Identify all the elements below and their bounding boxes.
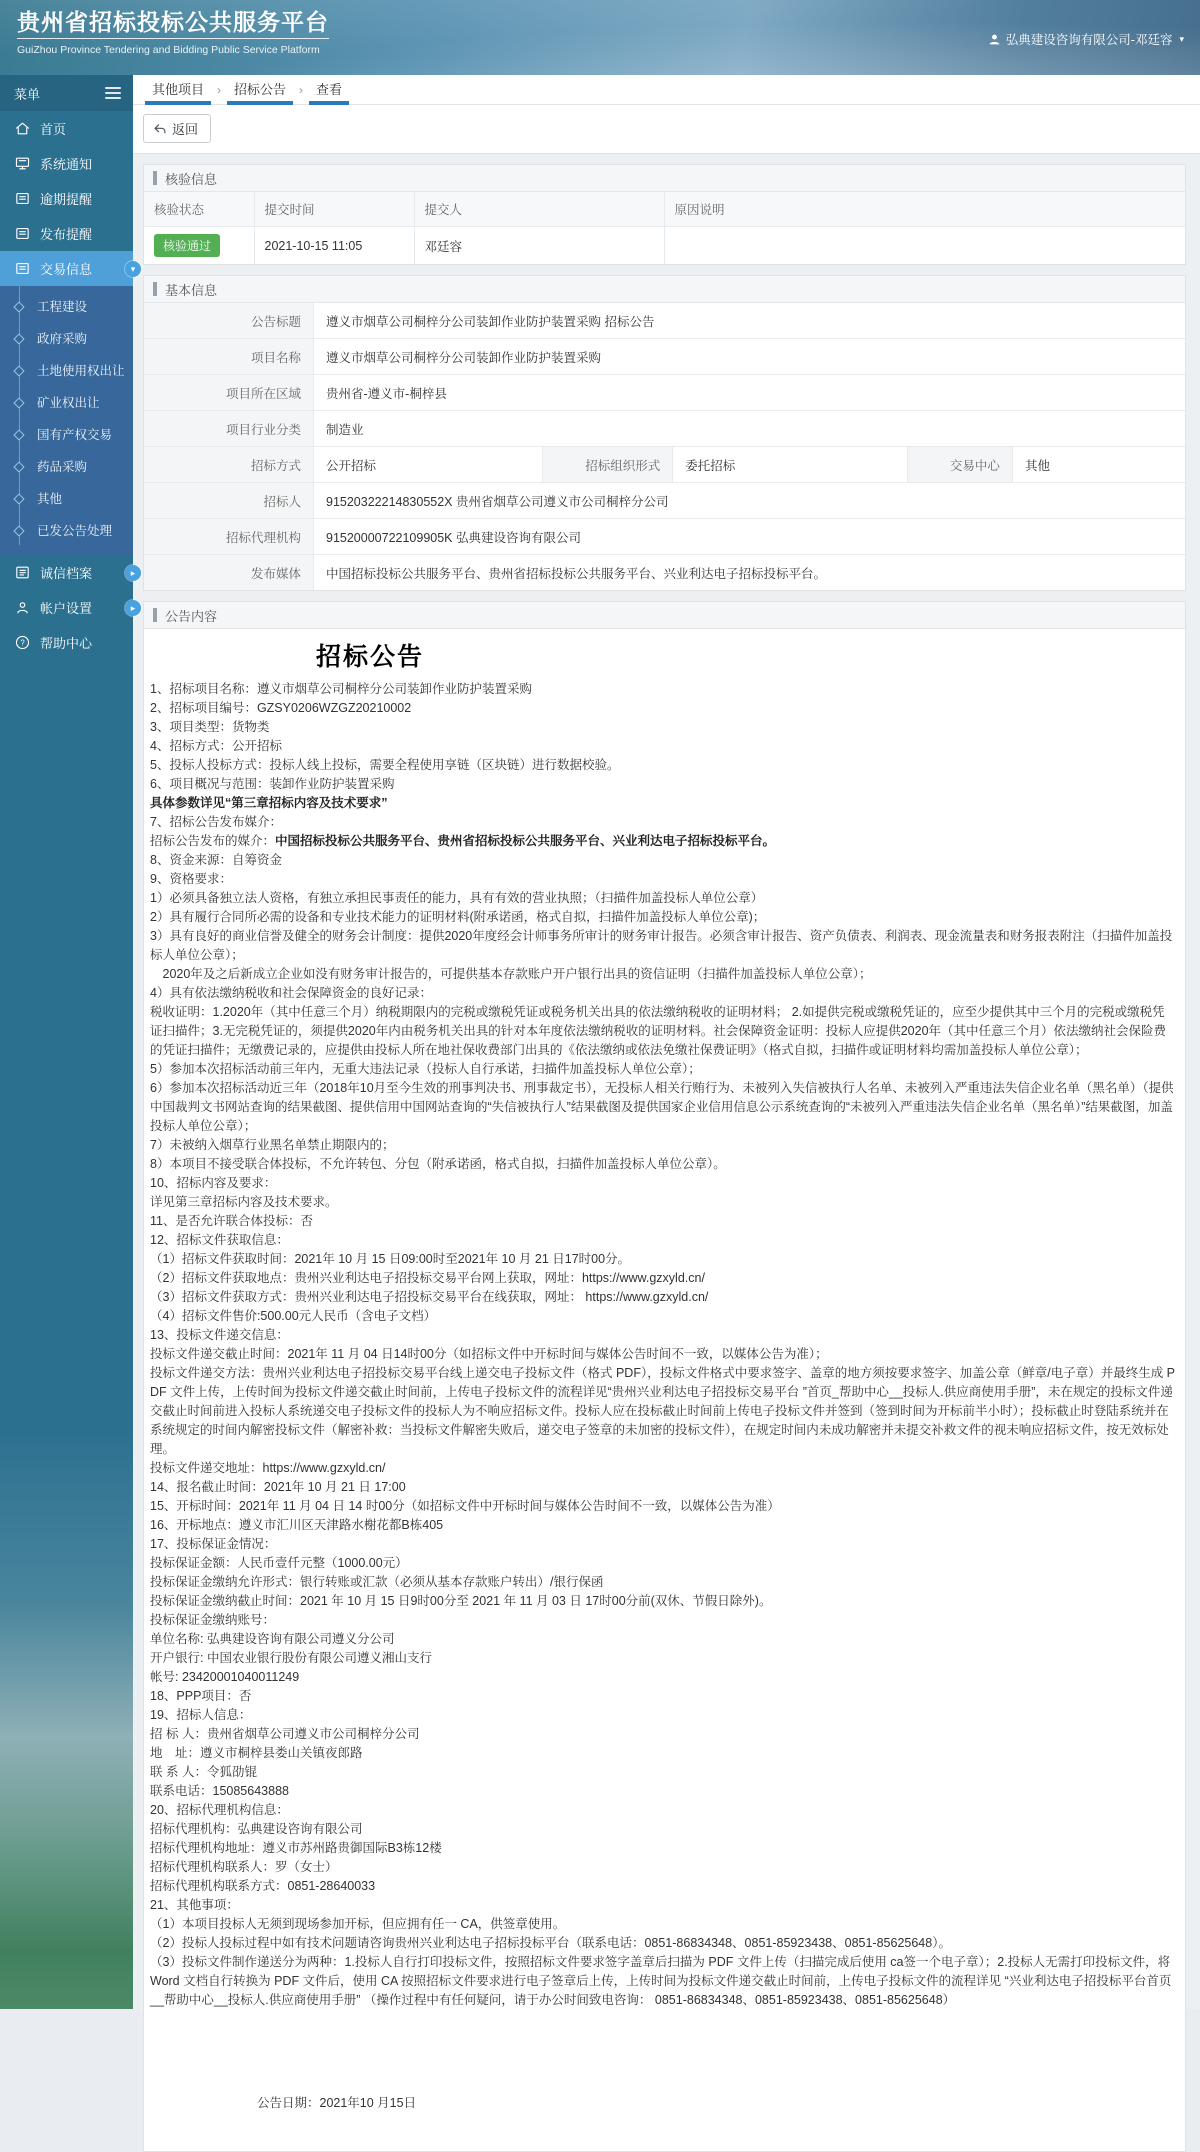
sidebar-subitem[interactable]: 已发公告处理 — [0, 515, 133, 547]
sidebar-subitem[interactable]: 国有产权交易 — [0, 419, 133, 451]
announcement-line: 招标代理机构：弘典建设咨询有限公司 — [150, 1822, 363, 1836]
column-header: 提交人 — [414, 192, 664, 227]
basic-info-row — [144, 447, 1185, 483]
sidebar — [0, 75, 136, 2009]
table-row — [144, 227, 1185, 265]
folder-icon — [14, 190, 31, 207]
announcement-line: 17、投标保证金情况： — [150, 1537, 277, 1551]
announcement-line: 6）参加本次招标活动近三年（2018年10月至今生效的刑事判决书、刑事裁定书），无投标人相关行贿行为、未被列入失信被执行人名单、未被列入严重违法失信企业名单（黑名单）（提供中国裁判文书网站查询的结果截图、提供信用中国网站查询的“失信被执行人”结果截图及提供国家企业信用信息公示系统查询的“未被列入严重违法失信企业名单（黑名单）”结果截图，加盖投标人单位公章）； — [150, 1081, 1174, 1133]
hamburger-icon[interactable] — [105, 84, 121, 102]
basic-info-pair — [542, 447, 907, 482]
basic-info-pair — [144, 447, 542, 482]
announcement-line: 投标文件递交截止时间：2021年 11 月 04 日14时00分（如招标文件中开标时间与媒体公告时间不一致，以媒体公告为准）； — [150, 1347, 828, 1361]
announcement-line: 10、招标内容及要求： — [150, 1176, 277, 1190]
sidebar-item-label: 帮助中心 — [40, 636, 93, 651]
column-header: 提交时间 — [254, 192, 414, 227]
chevron-down-icon[interactable]: ▾ — [125, 261, 141, 277]
field-label: 公告标题 — [144, 303, 314, 338]
announcement-line: （2）招标文件获取地点：贵州兴业利达电子招投标交易平台网上获取，网址：https://www.gzxyld.cn/ — [150, 1271, 705, 1285]
field-value: 遵义市烟草公司桐梓分公司装卸作业防护装置采购 招标公告 — [326, 315, 655, 329]
announcement-line: 4）具有依法缴纳税收和社会保障资金的良好记录： — [150, 986, 432, 1000]
user-icon — [14, 599, 31, 616]
sidebar-item-label: 逾期提醒 — [40, 192, 93, 207]
main-content — [133, 75, 1200, 2110]
basic-info-row — [144, 555, 1185, 590]
announcement-line: 6、项目概况与范围：装卸作业防护装置采购 — [150, 777, 395, 791]
field-value: 公开招标 — [326, 459, 377, 473]
announcement-line: 税收证明：1.2020年（其中任意三个月）纳税期限内的完税或缴税凭证或税务机关出具的依法缴纳税收的证明材料； 2.如提供完税或缴税凭证的，应至少提供其中三个月的完税或缴税凭证扫描件；3.无完税凭证的，须提供2020年内由税务机关出具的针对本年度依法缴纳税收的证明材料。社会保障资金证明：投标人应提供2020年（其中任意三个月）依法缴纳社会保险费的凭证扫描件；无缴费记录的，应提供由投标人所在地社保收费部门出具的《依法缴纳或依法免缴社保费证明》（格式自拟，扫描件或证明材料均需加盖投标人单位公章）； — [150, 1005, 1167, 1057]
field-value: 制造业 — [326, 423, 364, 437]
field-label: 发布媒体 — [144, 555, 314, 590]
sidebar-subitem[interactable]: 其他 — [0, 483, 133, 515]
sidebar-subitem[interactable]: 政府采购 — [0, 323, 133, 355]
sidebar-item-account-settings[interactable] — [0, 590, 136, 625]
announcement-line: 帐号: 23420001040011249 — [150, 1670, 300, 1684]
sidebar-item-label: 首页 — [40, 122, 67, 137]
sidebar-subitem[interactable]: 土地使用权出让 — [0, 355, 133, 387]
breadcrumb-item[interactable]: 查看 — [312, 75, 346, 105]
announcement-line: 15、开标时间：2021年 11 月 04 日 14 时00分（如招标文件中开标时间与媒体公告时间不一致，以媒体公告为准） — [150, 1499, 780, 1513]
basic-info-row — [144, 519, 1185, 555]
announcement-panel-header — [144, 602, 1185, 629]
announcement-line: 联系电话：15085643888 — [150, 1784, 289, 1798]
announcement-line: 13、投标文件递交信息： — [150, 1328, 289, 1342]
menu-label: 菜单 — [14, 86, 41, 102]
sidebar-item-label: 诚信档案 — [40, 566, 93, 581]
toolbar — [133, 105, 1200, 153]
section-title: 核验信息 — [165, 171, 218, 187]
announcement-line: （3）投标文件制作递送分为两种：1.投标人自行打印投标文件，按照招标文件要求签字盖章后扫描为 PDF 文件上传（扫描完成后使用 ca签一个电子章）；2.投标人无需打印投标文件，将 Word 文档自行转换为 PDF 文件后，使用 CA 按照招标文件要求进行电子签章后上传，上传时间为投标文件递交截止时间前，上传电子投标文件的流程详见 “兴业利达电子招投标平台首页__帮助中心__投标人.供应商使用手册” （操作过程中有任何疑问，请于办公时间致电咨询： 0851-86834348、0851-85923438、0851-85625648） — [150, 1955, 1172, 2007]
announcement-line: （1）招标文件获取时间：2021年 10 月 15 日09:00时至2021年 10 月 21 日17时00分。 — [150, 1252, 631, 1266]
chevron-right-icon[interactable]: ▸ — [125, 600, 141, 616]
basic-info-pair — [144, 339, 1185, 374]
sidebar-item-credit-archive[interactable] — [0, 555, 136, 590]
back-arrow-icon — [153, 122, 167, 136]
page-title: 贵州省招标投标公共服务平台 — [17, 9, 1200, 39]
sidebar-item-trade-info[interactable] — [0, 251, 136, 286]
announcement-line: 2020年及之后新成立企业如没有财务审计报告的，可提供基本存款账户开户银行出具的资信证明（扫描件加盖投标人单位公章）； — [150, 967, 872, 981]
basic-info-pair — [907, 447, 1185, 482]
chevron-down-icon: ▾ — [1179, 33, 1184, 44]
announcement-line: （2）投标人投标过程中如有技术问题请咨询贵州兴业利达电子招标投标平台（联系电话：0851-86834348、0851-85923438、0851-85625648）。 — [150, 1936, 951, 1950]
announcement-line: 8、资金来源：自筹资金 — [150, 853, 282, 867]
announcement-line: （4）招标文件售价:500.00元人民币（含电子文档） — [150, 1309, 437, 1323]
basic-info-table — [144, 303, 1185, 590]
verification-panel-header — [144, 165, 1185, 192]
sidebar-subitem[interactable]: 工程建设 — [0, 291, 133, 323]
field-value: 91520000722109905K 弘典建设咨询有限公司 — [326, 531, 581, 545]
sidebar-item-help-center[interactable] — [0, 625, 133, 660]
field-value: 其他 — [1024, 459, 1050, 473]
announcement-panel — [143, 601, 1186, 2152]
announcement-line: 11、是否允许联合体投标：否 — [150, 1214, 313, 1228]
announcement-line: 投标保证金额：人民币壹仟元整（1000.00元） — [150, 1556, 408, 1570]
breadcrumb-separator: › — [299, 82, 304, 97]
basic-info-pair — [144, 483, 1185, 518]
announcement-line: 3）具有良好的商业信誉及健全的财务会计制度：提供2020年度经会计师事务所审计的财务审计报告。必须含审计报告、资产负债表、利润表、现金流量表和财务报表附注（扫描件加盖投标人单位公章）； — [150, 929, 1173, 962]
announcement-line: 招标代理机构地址：遵义市苏州路贵御国际B3栋12楼 — [150, 1841, 442, 1855]
sidebar-item-system-notice[interactable] — [0, 146, 133, 181]
announcement-line: 详见第三章招标内容及技术要求。 — [150, 1195, 338, 1209]
section-title: 公告内容 — [165, 608, 218, 624]
announcement-line: 地 址：遵义市桐梓县娄山关镇夜郎路 — [150, 1746, 363, 1760]
field-value: 委托招标 — [685, 459, 736, 473]
app-header — [0, 0, 1200, 75]
basic-info-pair — [144, 519, 1185, 554]
verification-panel — [143, 164, 1186, 265]
announcement-line: 5、投标人投标方式：投标人线上投标，需要全程使用享链（区块链）进行数据校验。 — [150, 758, 620, 772]
basic-info-pair — [144, 303, 1185, 338]
field-label: 招标方式 — [144, 447, 314, 482]
announcement-line: （3）招标文件获取方式：贵州兴业利达电子招投标交易平台在线获取，网址： https://www.gzxyld.cn/ — [150, 1290, 709, 1304]
section-bar — [153, 608, 157, 622]
announcement-line: 招标代理机构联系人：罗（女士） — [150, 1860, 338, 1874]
sidebar-item-overdue-reminder[interactable] — [0, 181, 133, 216]
announcement-line: 20、招标代理机构信息： — [150, 1803, 289, 1817]
announcement-line: 16、开标地点：遵义市汇川区天津路水榭花都B栋405 — [150, 1518, 444, 1532]
field-value: 贵州省-遵义市-桐梓县 — [326, 387, 447, 401]
basic-info-row — [144, 411, 1185, 447]
field-label: 招标代理机构 — [144, 519, 314, 554]
help-icon — [14, 634, 31, 651]
announcement-line: 开户银行: 中国农业银行股份有限公司遵义湘山支行 — [150, 1651, 432, 1665]
folder-icon — [14, 260, 31, 277]
section-bar — [153, 282, 157, 296]
submitter: 邓廷容 — [414, 227, 664, 265]
verification-status-badge: 核验通过 — [154, 234, 220, 257]
basic-info-row — [144, 339, 1185, 375]
sidebar-item-home[interactable] — [0, 111, 133, 146]
user-name: 弘典建设咨询有限公司-邓廷容 — [1005, 33, 1173, 47]
user-avatar-icon — [988, 33, 1001, 46]
sidebar-menu — [0, 111, 136, 660]
announcement-line: 14、报名截止时间：2021年 10 月 21 日 17:00 — [150, 1480, 406, 1494]
basic-info-panel-header — [144, 276, 1185, 303]
field-label: 交易中心 — [908, 447, 1013, 482]
list-icon — [14, 564, 31, 581]
section-bar — [153, 171, 157, 185]
announcement-line: 12、招标文件获取信息： — [150, 1233, 289, 1247]
announcement-title: 招标公告 — [316, 643, 425, 671]
field-label: 招标人 — [144, 483, 314, 518]
basic-info-row — [144, 375, 1185, 411]
sidebar-item-label: 帐户设置 — [40, 601, 93, 616]
announcement-line: 7）未被纳入烟草行业黑名单禁止期限内的； — [150, 1138, 395, 1152]
announcement-line: 招 标 人：贵州省烟草公司遵义市公司桐梓分公司 — [150, 1727, 420, 1741]
announcement-line: 19、招标人信息： — [150, 1708, 252, 1722]
announcement-line: 投标保证金缴纳账号： — [150, 1613, 276, 1627]
basic-info-pair — [144, 375, 1185, 410]
section-title: 基本信息 — [165, 282, 218, 298]
sidebar-submenu-trade-info — [0, 286, 133, 555]
announcement-body — [144, 629, 1185, 2151]
verification-table — [144, 192, 1185, 264]
announcement-line: 2、招标项目编号：GZSY0206WZGZ20210002 — [150, 701, 412, 715]
monitor-icon — [14, 155, 31, 172]
announcement-line: 1）必须具备独立法人资格，有独立承担民事责任的能力，具有有效的营业执照；（扫描件加盖投标人单位公章） — [150, 891, 764, 905]
column-header: 原因说明 — [664, 192, 1185, 227]
field-label: 项目行业分类 — [144, 411, 314, 446]
reason — [664, 227, 1185, 265]
announcement-date: 公告日期：2021年10 月15日 — [257, 2096, 417, 2110]
announcement-line: 3、项目类型：货物类 — [150, 720, 270, 734]
announcement-line: 7、招标公告发布媒介： — [150, 815, 282, 829]
announcement-line: 8）本项目不接受联合体投标，不允许转包、分包（附承诺函，格式自拟，扫描件加盖投标人单位公章）。 — [150, 1157, 726, 1171]
field-value: 遵义市烟草公司桐梓分公司装卸作业防护装置采购 — [326, 351, 602, 365]
announcement-line: 单位名称: 弘典建设咨询有限公司遵义分公司 — [150, 1632, 395, 1646]
breadcrumb-item[interactable]: 其他项目 — [148, 75, 208, 105]
breadcrumb — [133, 75, 1200, 105]
announcement-line: 5）参加本次招标活动前三年内，无重大违法记录（投标人自行承诺，扫描件加盖投标人单位公章）； — [150, 1062, 701, 1076]
folder-icon — [14, 225, 31, 242]
announcement-line: 联 系 人：令狐劭锟 — [150, 1765, 257, 1779]
basic-info-row — [144, 303, 1185, 339]
field-label: 招标组织形式 — [543, 447, 673, 482]
field-value: 中国招标投标公共服务平台、贵州省招标投标公共服务平台、兴业利达电子招标投标平台。 — [326, 567, 827, 581]
chevron-right-icon[interactable]: ▸ — [125, 565, 141, 581]
page-subtitle: GuiZhou Province Tendering and Bidding Public Service Platform — [17, 44, 320, 56]
field-value: 91520322214830552X 贵州省烟草公司遵义市公司桐梓分公司 — [326, 495, 669, 509]
field-label: 项目名称 — [144, 339, 314, 374]
home-icon — [14, 120, 31, 137]
basic-info-row — [144, 483, 1185, 519]
breadcrumb-separator: › — [217, 82, 222, 97]
basic-info-pair — [144, 411, 1185, 446]
announcement-line: 9、资格要求： — [150, 872, 232, 886]
announcement-line: 投标文件递交方法：贵州兴业利达电子招投标交易平台线上递交电子投标文件（格式 PDF），投标文件格式中要求签字、盖章的地方须按要求签字、加盖公章（鲜章/电子章）并最终生成 PDF 文件上传，上传时间为投标文件递交截止时间前，上传电子投标文件的流程详见“贵州兴业利达电子招投标交易平台 ”首页_帮助中心__投标人.供应商使用手册”，未在规定的投标文件递交截止时间前进入投标人系统递交电子投标文件的投标人为不响应招标文件。投标人应在投标截止时间前上传电子投标文件并签到（签到时间为开标前半小时）；投标截止时登陆系统并在系统规定的时间内解密投标文件（解密补救：当投标文件解密失败后，递交电子签章的未加密的投标文件），在规定时间内未成功解密并未提交补救文件的视未响应招标文件，按无效标处理。 — [150, 1366, 1176, 1456]
announcement-line: 具体参数详见“第三章招标内容及技术要求” — [150, 796, 388, 810]
field-label: 项目所在区域 — [144, 375, 314, 410]
announcement-line: 招标代理机构联系方式：0851-28640033 — [150, 1879, 376, 1893]
sidebar-item-label: 系统通知 — [40, 157, 93, 172]
sidebar-subitem[interactable]: 药品采购 — [0, 451, 133, 483]
svg-text:?: ? — [20, 638, 25, 648]
sidebar-subitem[interactable]: 矿业权出让 — [0, 387, 133, 419]
content-area — [133, 154, 1200, 2152]
column-header: 核验状态 — [144, 192, 254, 227]
sidebar-item-publish-reminder[interactable] — [0, 216, 133, 251]
back-button[interactable]: 返回 — [143, 114, 211, 143]
top-bar — [133, 75, 1200, 154]
basic-info-panel — [143, 275, 1186, 591]
announcement-line: 招标公告发布的媒介：中国招标投标公共服务平台、贵州省招标投标公共服务平台、兴业利达电子招标投标平台。 — [150, 834, 776, 848]
announcement-line: 4、招标方式：公开招标 — [150, 739, 282, 753]
submit-time: 2021-10-15 11:05 — [254, 227, 414, 265]
announcement-line: 投标保证金缴纳允许形式：银行转账或汇款（必须从基本存款账户转出）/银行保函 — [150, 1575, 604, 1589]
breadcrumb-item[interactable]: 招标公告 — [230, 75, 290, 105]
announcement-line: 18、PPP项目：否 — [150, 1689, 252, 1703]
announcement-line: 投标文件递交地址：https://www.gzxyld.cn/ — [150, 1461, 386, 1475]
announcement-line: 投标保证金缴纳截止时间：2021 年 10 月 15 日9时00分至 2021 年 11 月 03 日 17时00分前(双休、节假日除外)。 — [150, 1594, 772, 1608]
sidebar-menu-header — [0, 75, 133, 111]
announcement-line: 2）具有履行合同所必需的设备和专业技术能力的证明材料(附承诺函，格式自拟，扫描件加盖投标人单位公章)； — [150, 910, 766, 924]
announcement-line: 21、其他事项： — [150, 1898, 239, 1912]
sidebar-item-label: 交易信息 — [40, 262, 93, 277]
user-menu[interactable] — [988, 30, 1184, 48]
sidebar-item-label: 发布提醒 — [40, 227, 93, 242]
announcement-line: （1）本项目投标人无须到现场参加开标，但应拥有任一 CA，供签章使用。 — [150, 1917, 566, 1931]
basic-info-pair — [144, 555, 1185, 590]
announcement-line: 1、招标项目名称：遵义市烟草公司桐梓分公司装卸作业防护装置采购 — [150, 682, 532, 696]
